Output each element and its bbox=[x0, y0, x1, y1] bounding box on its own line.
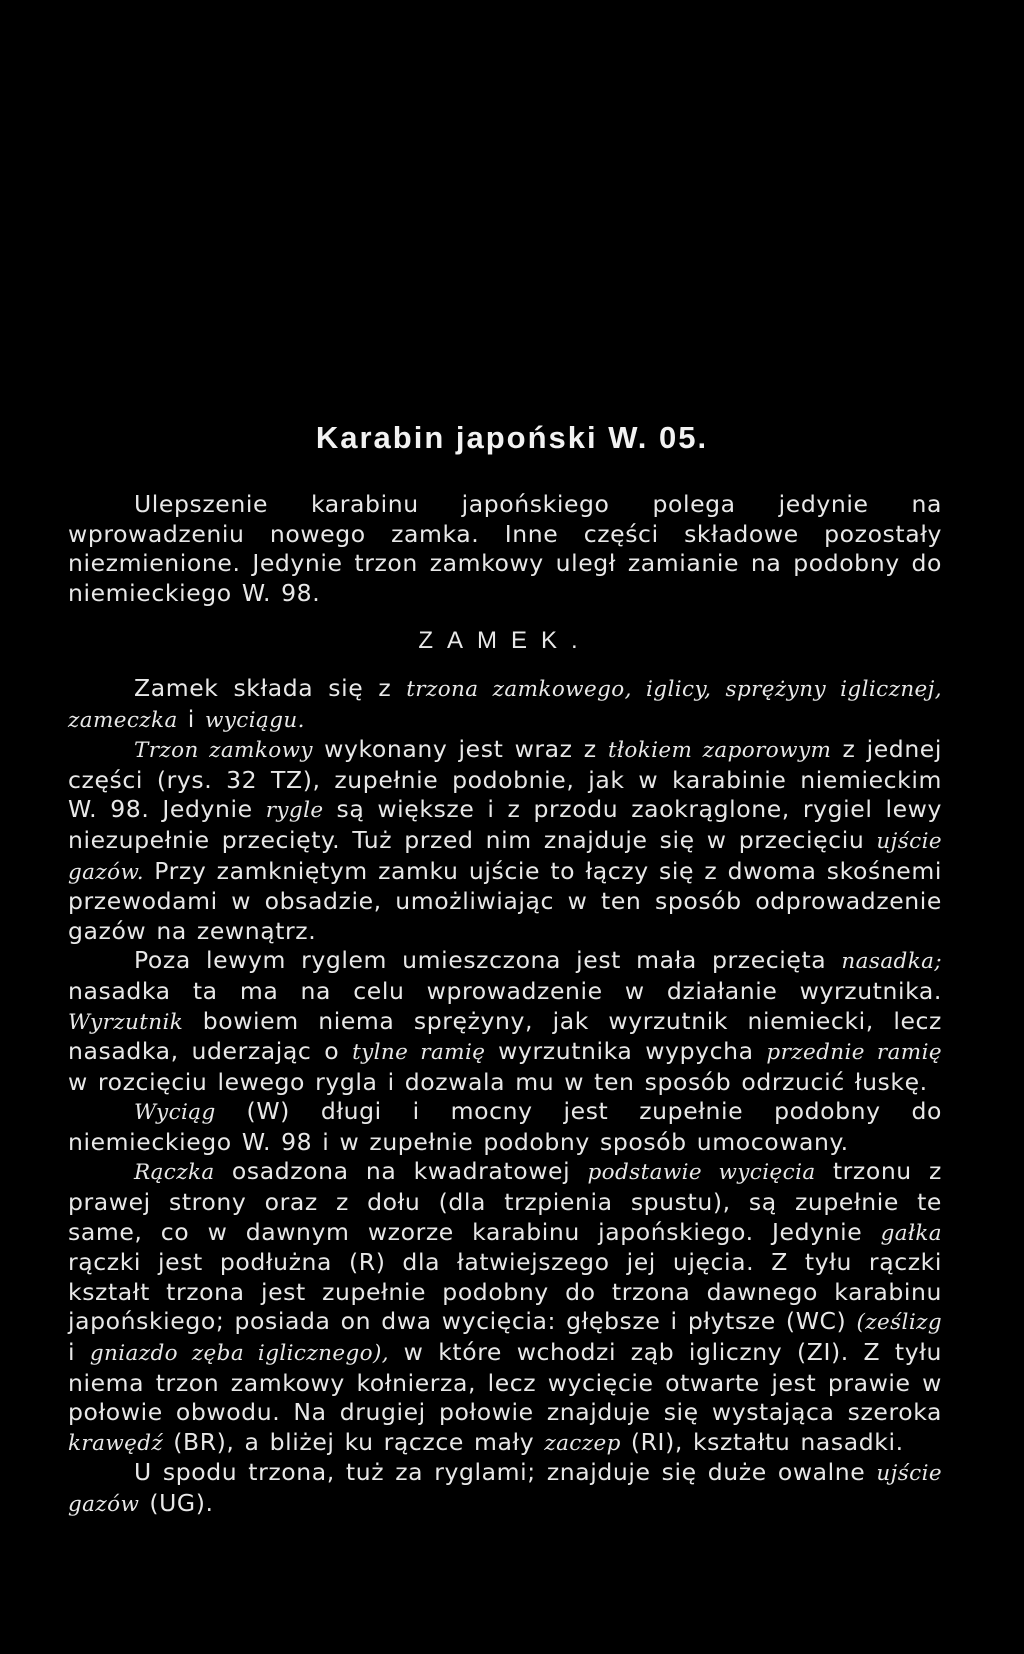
text-run: Zamek składa się z bbox=[134, 673, 407, 702]
italic-term: tłokiem zaporowym bbox=[607, 738, 832, 764]
text-run: nasadka ta ma na celu wprowadzenie w działanie wyrzutnika. bbox=[68, 976, 942, 1005]
italic-term: trzona zamkowego, iglicy, sprężyny iglicznej, zameczka bbox=[68, 676, 942, 733]
paragraph-intro: Ulepszenie karabinu japońskiego polega jedynie na wprowadzeniu nowego zamka. Inne części składowe pozostały niezmienione. Jedynie trzon zamkowy uległ zamianie na podobny do niemieckiego W. 98. bbox=[68, 490, 942, 607]
italic-term: zaczep bbox=[544, 1430, 621, 1456]
text-run: (BR), a bliżej ku rączce mały bbox=[163, 1427, 545, 1456]
italic-term: przednie ramię bbox=[766, 1040, 942, 1066]
text-run: w które wchodzi ząb igliczny (ZI). Z tyłu niema trzon zamkowy kołnierza, lecz wycięcie otwarte jest prawie w połowie obwodu. Na drugiej połowie znajduje się wystająca szeroka bbox=[68, 1338, 942, 1427]
italic-term: Wyrzutnik bbox=[68, 1009, 184, 1035]
text-run: wyrzutnika wypycha bbox=[485, 1037, 767, 1066]
text-run: trzonu z prawej strony oraz z dołu (dla trzpienia spustu), są zupełnie te same, co w dawnym wzorze karabinu japońskiego. Jedynie bbox=[68, 1157, 942, 1246]
italic-term: nasadka; bbox=[841, 949, 942, 975]
paragraph-zamek bbox=[68, 674, 942, 735]
text-run: Poza lewym ryglem umieszczona jest mała przecięta bbox=[134, 946, 842, 975]
text-run: osadzona na kwadratowej bbox=[214, 1157, 588, 1186]
italic-term: Trzon zamkowy bbox=[134, 738, 313, 764]
text-run: Przy zamkniętym zamku ujście to łączy się z dwoma skośnemi przewodami w obsadzie, umożliwiając w ten sposób odprowadzenie gazów na zewnątrz. bbox=[68, 856, 942, 945]
text-run: rączki jest podłużna (R) dla łatwiejszego jej ujęcia. Z tyłu rączki kształt trzona jest zupełnie podobny do trzona dawnego karabinu japońskiego; posiada on dwa wycięcia: głębsze i płytsze (WC) bbox=[68, 1248, 942, 1336]
page-title: Karabin japoński W. 05. bbox=[315, 420, 709, 455]
paragraph-nasadka bbox=[68, 946, 942, 1097]
paragraph-trzon bbox=[68, 735, 942, 946]
text-run: (RI), kształtu nasadki. bbox=[620, 1427, 904, 1456]
text-run: U spodu trzona, tuż za ryglami; znajduje się duże owalne bbox=[134, 1458, 877, 1487]
italic-term: Rączka bbox=[134, 1160, 215, 1186]
italic-term: Wyciąg bbox=[134, 1100, 216, 1126]
section-heading: ZAMEK. bbox=[418, 627, 592, 655]
italic-term: gniazdo zęba iglicznego), bbox=[89, 1341, 389, 1367]
text-run: są większe i z przodu zaokrąglone, rygiel lewy niezupełnie przecięty. Tuż przed nim znajduje się w przecięciu bbox=[68, 795, 942, 854]
body-text bbox=[68, 490, 942, 1520]
text-run: wykonany jest wraz z bbox=[312, 735, 608, 764]
italic-term: podstawie wycięcia bbox=[587, 1160, 816, 1186]
italic-term: tylne ramię bbox=[352, 1040, 486, 1066]
italic-term: gałka bbox=[880, 1220, 942, 1246]
paragraph-raczka bbox=[68, 1157, 942, 1458]
italic-term: wyciągu. bbox=[204, 707, 305, 733]
italic-term: rygle bbox=[265, 798, 324, 824]
italic-term: ujście gazów bbox=[68, 1461, 942, 1517]
italic-term: ujście gazów. bbox=[68, 828, 942, 885]
text-run: bowiem niema sprężyny, jak wyrzutnik niemiecki, lecz nasadka, uderzając o bbox=[68, 1006, 942, 1066]
text-run: z jednej części (rys. 32 TZ), zupełnie podobnie, jak w karabinie niemieckim W. 98. Jedynie bbox=[68, 735, 942, 824]
text-run: (UG). bbox=[139, 1489, 214, 1517]
text-run: i bbox=[68, 1338, 90, 1367]
text-run: i bbox=[177, 704, 205, 733]
text-run: w rozcięciu lewego rygla i dozwala mu w ten sposób odrzucić łuskę. bbox=[68, 1067, 928, 1096]
paragraph-wyciag bbox=[68, 1097, 942, 1157]
paragraph-spod bbox=[68, 1458, 942, 1519]
italic-term: (ześlizg bbox=[856, 1310, 942, 1336]
italic-term: krawędź bbox=[68, 1430, 164, 1456]
text-run: (W) długi i mocny jest zupełnie podobny do niemieckiego W. 98 i w zupełnie podobny sposób umocowany. bbox=[68, 1097, 942, 1156]
